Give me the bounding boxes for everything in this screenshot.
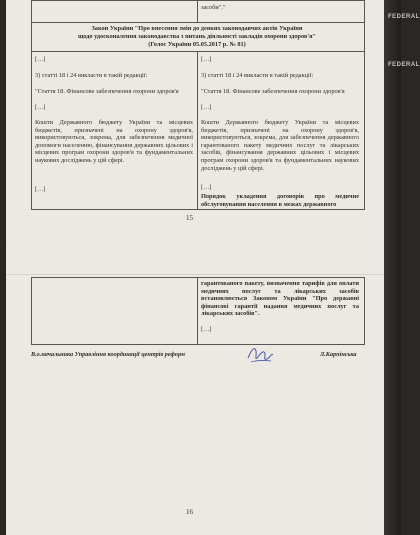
bold-tail-right: Порядок укладення договорів про медичне обслуговування населення в межах державного: [201, 193, 359, 208]
top-fragment: засоби".": [201, 4, 226, 11]
body-text-left: Кошти Державного бюджету України та місцевих бюджетів, призначені на охорону здоров'я, використовуються, зокрема, для забезпечення медичної допомоги населенню, фінансування державних цільових і місцевих програм охорони здоров'я та фундаментальних наукових досліджень у цій сфері.: [35, 119, 193, 164]
article-ref-right: 3) статті 18 і 24 викласти в такій редакції:: [201, 72, 314, 79]
paper-brand-label: FEDERAL: [388, 62, 420, 68]
law-title-line2: щодо удосконалення законодавства з питань діяльності закладів охорони здоров'я": [77, 33, 317, 40]
ellipsis: […]: [35, 104, 46, 111]
page-number: 15: [186, 214, 193, 222]
ellipsis: […]: [35, 186, 46, 193]
article-ref-left: 3) статті 18 і 24 викласти в такій редакції:: [35, 72, 148, 79]
table-divider: [197, 277, 198, 344]
law-title-line1: Закон України "Про внесення змін до деяких законодавчих актів України: [91, 25, 303, 32]
signatory-name: Л.Карпінська: [320, 351, 357, 358]
signatory-position: В.о.начальника Управління координації центрів реформ: [31, 351, 185, 358]
ellipsis: […]: [201, 184, 212, 191]
ellipsis: […]: [201, 56, 212, 63]
continuation-text: гарантованого пакету, визначення тарифів для оплати медичних послуг та лікарських засобів встановлюється Законом України "Про державні фінансові гарантії надання медичних послуг та лікарських засобів".: [201, 280, 359, 318]
table-divider: [31, 22, 365, 23]
law-title-line3: (Голос України 05.05.2017 р. № 81): [148, 41, 246, 48]
ellipsis: […]: [201, 104, 212, 111]
ellipsis: […]: [201, 326, 212, 333]
side-page-mark: -28-: [0, 238, 6, 248]
paper-brand-label: FEDERAL: [388, 14, 420, 20]
page-fold: [6, 274, 384, 276]
table-divider: [197, 0, 198, 22]
background-shadow: [384, 0, 401, 535]
page-number: 16: [186, 508, 193, 516]
ellipsis: […]: [35, 56, 46, 63]
handwritten-signature: [245, 344, 275, 366]
body-text-right: Кошти Державного бюджету України та місцевих бюджетів, призначені на охорону здоров'я, використовуються, зокрема, для забезпечення державного гарантованого пакету медичних послуг та лікарських засобів, фінансування державних цільових і місцевих програм охорони здоров'я та фундаментальних наукових досліджень у цій сфері.: [201, 119, 359, 172]
table-divider: [31, 51, 365, 52]
table-divider: [197, 51, 198, 209]
article-title-left: "Стаття 18. Фінансове забезпечення охорони здоров'я: [35, 88, 179, 95]
article-title-right: "Стаття 18. Фінансове забезпечення охорони здоров'я: [201, 88, 345, 95]
